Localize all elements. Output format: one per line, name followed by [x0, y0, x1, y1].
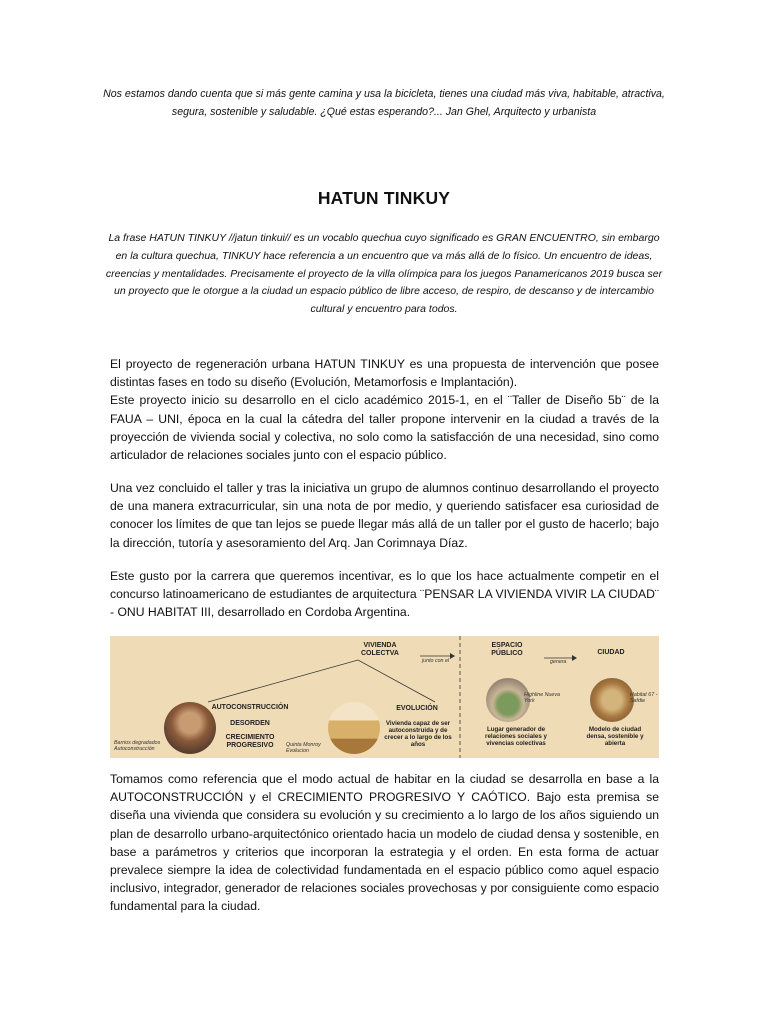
- label-genera: genera: [550, 659, 567, 665]
- caption-barrios: Barrios degradados Autoconstrucción: [114, 740, 161, 752]
- paragraph-4: Este gusto por la carrera que queremos incentivar, es lo que los hace actualmente competir en el concurso latinoamericano de estudiantes de arquitectura ¨PENSAR LA VIVIENDA VIVIR LA CIUDAD¨ - ONU HABITAT III, desarrollado en Cordoba Argentina.: [110, 569, 659, 620]
- paragraph-3: Una vez concluido el taller y tras la iniciativa un grupo de alumnos continuo desarrollando el proyecto de una manera extracurricular, sin una nota de por medio, y queriendo satisfacer esa curiosidad de conocer los límites de que tan lejos se puede llegar más allá de un taller por el gusto de hacerlo; bajo la dirección, tutoría y asesoramiento del Arq. Jan Corimnaya Díaz.: [110, 481, 659, 550]
- label-lugar: Lugar generador de relaciones sociales y vivencias colectivas: [485, 726, 547, 747]
- label-crecimiento: CRECIMIENTO PROGRESIVO: [225, 734, 275, 749]
- label-ciudad: CIUDAD: [597, 649, 625, 656]
- label-evolucion: EVOLUCIÓN: [396, 705, 438, 712]
- paragraph-5: Tomamos como referencia que el modo actual de habitar en la ciudad se desarrolla en base a la AUTOCONSTRUCCIÓN y el CRECIMIENTO PROGRESIVO Y CAÓTICO. Bajo esta premisa se diseña una vivienda que considera su evolución y su crecimiento a lo largo de los años siguiendo un plan de desarrollo urbano-arquitectónico orientado hacia un modelo de ciudad densa y sostenible, en base a parámetros y criterios que incorporan la estrategia y el orden. En esta forma de actuar prevalece siempre la idea de colectividad fundamentada en el espacio público como aquel espacio inclusivo, integrador, generador de relaciones sociales provechosas y por consiguiente como espacio fundamental para la ciudad.: [110, 772, 659, 914]
- caption-habitat: Habitat 67 - Safdie: [630, 692, 658, 704]
- label-vivienda: VIVIENDA COLECTVA: [361, 642, 399, 657]
- label-desorden: DESORDEN: [230, 720, 270, 727]
- paragraph-1: El proyecto de regeneración urbana HATUN TINKUY es una propuesta de intervención que posee distintas fases en todo su diseño (Evolución, Metamorfosis e Implantación).: [110, 357, 659, 390]
- paragraph-2: Este proyecto inicio su desarrollo en el ciclo académico 2015-1, en el ¨Taller de Diseño 5b¨ de la FAUA – UNI, época en la cual la cátedra del taller propone intervenir en la ciudad a través de la proyección de vivienda social y colectiva, no solo como la satisfacción de una necesidad, sino como articulador de relaciones sociales junto con el espacio público.: [110, 393, 659, 463]
- caption-quinta: Quinta Monroy Evolucion: [286, 742, 321, 754]
- label-autoconstruccion: AUTOCONSTRUCCIÓN: [211, 704, 289, 711]
- label-espacio: ESPACIO PÚBLICO: [491, 642, 523, 657]
- label-evolucion-desc: Vivienda capaz de ser autoconstruida y de crecer a lo largo de los años: [384, 720, 452, 748]
- concept-diagram: [110, 636, 659, 758]
- body-section-1: [110, 355, 659, 464]
- photo-quinta-monroy: [328, 702, 380, 754]
- caption-highline: Highline Nueva York: [524, 692, 560, 704]
- photo-habitat67: [590, 678, 634, 722]
- label-modelo: Modelo de ciudad densa, sostenible y abierta: [586, 726, 644, 747]
- label-junto: junto con el: [422, 658, 450, 664]
- epigraph-quote: Nos estamos dando cuenta que si más gente camina y usa la bicicleta, tienes una ciudad más viva, habitable, atractiva, segura, sostenible y saludable. ¿Qué estas esperando?... Jan Ghel, Arquitecto y urbanista: [103, 88, 665, 118]
- intro-paragraph: La frase HATUN TINKUY //jatun tinkui// es un vocablo quechua cuyo significado es GRAN ENCUENTRO, sin embargo en la cultura quechua, TINKUY hace referencia a un encuentro que va más allá de lo físico. Un encuentro de ideas, creencias y mentalidades. Precisamente el proyecto de la villa olímpica para los juegos Panamericanos 2019 busca ser un proyecto que le otorgue a la ciudad un espacio público de libre acceso, de respiro, de descanso y de intercambio cultural y encuentro para todos.: [105, 232, 663, 316]
- page-title: HATUN TINKUY: [317, 188, 451, 208]
